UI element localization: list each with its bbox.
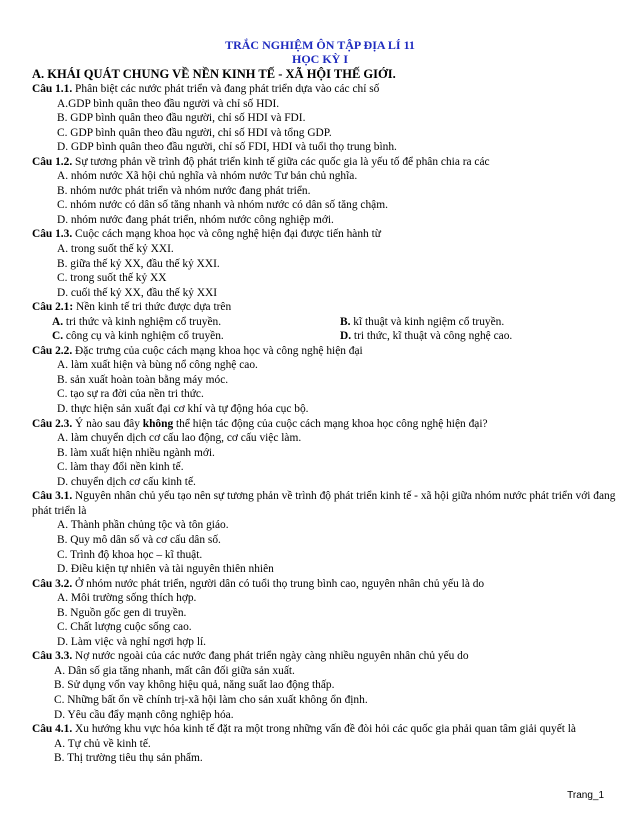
question-list xyxy=(32,82,622,766)
answer-option: D. nhóm nước đang phát triển, nhóm nước công nghiệp mới. xyxy=(57,213,334,226)
question-block xyxy=(32,344,622,417)
answer-option: C. GDP bình quân theo đầu người, chỉ số HDI và tổng GDP. xyxy=(57,126,332,139)
answer-option xyxy=(52,315,340,330)
question-number: Câu 3.2. xyxy=(32,577,73,590)
question-number: Câu 1.3. xyxy=(32,228,73,241)
answer-option: A. nhóm nước Xã hội chủ nghĩa và nhóm nước Tư bản chủ nghĩa. xyxy=(57,170,358,183)
question-prompt: Xu hướng khu vực hóa kinh tế đặt ra một trong những vấn đề đòi hỏi các quốc gia phải quan tâm giải quyết là xyxy=(72,723,576,736)
answer-option: B. nhóm nước phát triển và nhóm nước đang phát triển. xyxy=(57,184,311,197)
option-text: kĩ thuật và kinh ngiệm cổ truyền. xyxy=(350,315,505,328)
option-text: công cụ và kinh nghiệm cổ truyền. xyxy=(63,330,224,343)
question-text xyxy=(32,155,622,170)
question-block xyxy=(32,155,622,228)
question-number: Câu 2.1: xyxy=(32,301,74,314)
answer-option: C. Những bất ổn về chính trị-xã hội làm cho sản xuất không ổn định. xyxy=(54,693,368,706)
question-block xyxy=(32,577,622,650)
answer-option: D. chuyển dịch cơ cấu kinh tế. xyxy=(57,475,196,488)
answer-option: B. làm xuất hiện nhiều ngành mới. xyxy=(57,446,215,459)
answer-option: C. Chất lượng cuộc sống cao. xyxy=(57,621,192,634)
answer-option: B. Quy mô dân số và cơ cấu dân số. xyxy=(57,533,221,546)
answer-option: A. Dân số gia tăng nhanh, mất cân đối giữa sản xuất. xyxy=(54,664,295,677)
document-subtitle: HỌC KỲ I xyxy=(291,52,348,66)
answer-option: D. cuối thế kỷ XX, đầu thế kỷ XXI xyxy=(57,286,218,299)
question-block xyxy=(32,722,622,766)
answer-option: A. làm xuất hiện và bùng nổ công nghệ cao. xyxy=(57,359,258,372)
question-text xyxy=(32,649,622,664)
question-number: Câu 3.1. xyxy=(32,490,73,503)
question-number: Câu 1.1. xyxy=(32,83,73,95)
question-prompt: Đặc trưng của cuộc cách mạng khoa học và công nghệ hiện đại xyxy=(72,344,363,357)
answer-option xyxy=(340,315,622,330)
question-block xyxy=(32,82,622,155)
answer-option xyxy=(52,329,340,344)
answer-option: C. Trình độ khoa học – kĩ thuật. xyxy=(57,548,203,561)
answer-grid xyxy=(32,315,622,344)
question-number: Câu 2.3. xyxy=(32,417,73,430)
answer-option: B. Sử dụng vốn vay không hiệu quả, năng suất lao động thấp. xyxy=(54,679,335,692)
question-block xyxy=(32,417,622,490)
answer-option: B. GDP bình quân theo đầu người, chỉ số HDI và FDI. xyxy=(57,112,306,125)
section-heading: A. KHÁI QUÁT CHUNG VỀ NỀN KINH TẾ - XÃ HỘI THẾ GIỚI. xyxy=(32,67,396,81)
negation-emphasis: không xyxy=(142,417,174,430)
question-prompt: Nguyên nhân chủ yếu tạo nên sự tương phản về trình độ phát triển kinh tế - xã hội giữa nhóm nước phát triển với đang phát triển là xyxy=(32,490,616,517)
answer-option: C. làm thay đổi nền kinh tế. xyxy=(57,461,184,474)
answer-option: D. Làm việc và nghỉ ngơi hợp lí. xyxy=(57,635,207,648)
page-number: Trang_1 xyxy=(567,790,604,801)
question-prompt: Sự tương phản về trình độ phát triển kinh tế giữa các quốc gia là yếu tố để phân chia ra các xyxy=(72,155,490,168)
question-block xyxy=(32,489,622,576)
question-block xyxy=(32,227,622,300)
question-number: Câu 4.1. xyxy=(32,723,73,736)
question-prompt: Ý nào sau đây xyxy=(72,417,143,430)
question-prompt-rest: thể hiện tác động của cuộc cách mạng khoa học công nghệ hiện đại? xyxy=(173,417,488,430)
question-block xyxy=(32,649,622,722)
answer-option: A.GDP bình quân theo đầu người và chỉ số HDI. xyxy=(57,97,280,110)
answer-option: B. giữa thế kỷ XX, đầu thế kỷ XXI. xyxy=(57,257,220,270)
document-title: TRẮC NGHIỆM ÔN TẬP ĐỊA LÍ 11 xyxy=(225,38,415,52)
question-prompt: Nợ nước ngoài của các nước đang phát triển ngày càng nhiều nguyên nhân chủ yếu do xyxy=(72,650,469,663)
answer-option: C. trong suốt thế kỷ XX xyxy=(57,272,167,285)
answer-option: B. Nguồn gốc gen di truyền. xyxy=(57,606,187,619)
option-text: tri thức, kĩ thuật và công nghệ cao. xyxy=(351,330,513,343)
question-prompt: Cuộc cách mạng khoa học và công nghệ hiện đại được tiến hành từ xyxy=(72,228,381,241)
answer-option: B. Thị trường tiêu thụ sản phẩm. xyxy=(54,752,203,765)
answer-option: A. làm chuyển dịch cơ cấu lao động, cơ cấu việc làm. xyxy=(57,432,302,445)
question-number: Câu 1.2. xyxy=(32,155,73,168)
answer-option: C. tạo sự ra đời của nền tri thức. xyxy=(57,388,204,401)
answer-option: D. Điều kiện tự nhiên và tài nguyên thiên nhiên xyxy=(57,563,274,576)
question-text xyxy=(32,577,622,592)
answer-option: B. sản xuất hoàn toàn bằng máy móc. xyxy=(57,373,229,386)
answer-option: D. Yêu cầu đẩy mạnh công nghiệp hóa. xyxy=(54,708,234,721)
answer-option: A. Tự chủ về kinh tế. xyxy=(54,737,151,750)
answer-option: A. Thành phần chủng tộc và tôn giáo. xyxy=(57,519,229,532)
question-block xyxy=(32,300,622,344)
option-letter: C. xyxy=(52,330,64,343)
question-text xyxy=(32,489,622,518)
question-text xyxy=(32,722,622,737)
question-prompt: Nền kinh tế tri thức được dựa trên xyxy=(73,301,232,314)
question-number: Câu 3.3. xyxy=(32,650,73,663)
option-text: tri thức và kinh nghiệm cổ truyền. xyxy=(63,315,222,328)
question-prompt: Phân biệt các nước phát triển và đang phát triển dựa vào các chỉ số xyxy=(72,83,380,95)
question-text xyxy=(32,417,622,432)
answer-option: D. GDP bình quân theo đầu người, chỉ số FDI, HDI và tuổi thọ trung bình. xyxy=(57,141,397,154)
answer-option: D. thực hiện sản xuất đại cơ khí và tự động hóa cục bộ. xyxy=(57,403,309,416)
question-text xyxy=(32,82,622,97)
question-prompt: Ở nhóm nước phát triển, người dân có tuổi thọ trung bình cao, nguyên nhân chủ yếu là do xyxy=(72,577,485,590)
question-text xyxy=(32,227,622,242)
answer-option: A. trong suốt thế kỷ XXI. xyxy=(57,243,174,256)
question-number: Câu 2.2. xyxy=(32,344,73,357)
option-letter: A. xyxy=(52,315,64,328)
option-letter: B. xyxy=(340,315,351,328)
question-text xyxy=(32,344,622,359)
answer-option: C. nhóm nước có dân số tăng nhanh và nhóm nước có dân số tăng chậm. xyxy=(57,199,388,212)
answer-option: A. Môi trường sống thích hợp. xyxy=(57,592,197,605)
answer-option xyxy=(340,329,622,344)
question-text xyxy=(32,300,622,315)
option-letter: D. xyxy=(340,330,352,343)
